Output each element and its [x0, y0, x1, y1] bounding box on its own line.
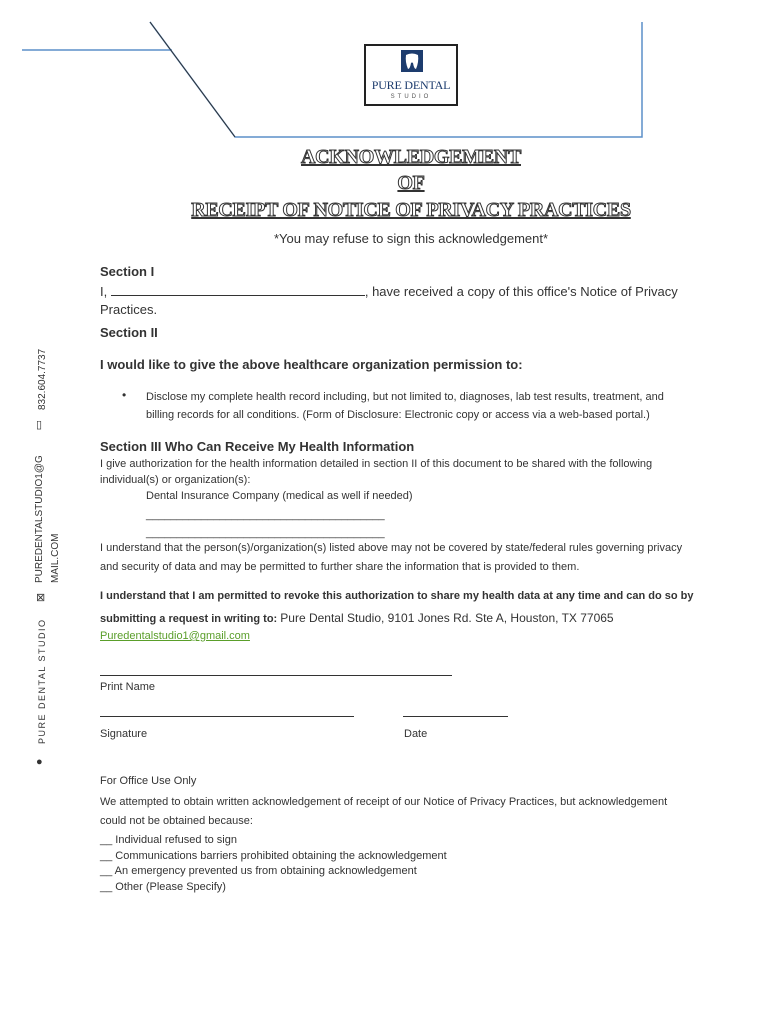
- office-option: __ Individual refused to sign: [100, 834, 237, 846]
- section-1-heading: Section I: [100, 264, 155, 279]
- logo-subtitle: STUDIO: [390, 94, 432, 100]
- bullet-line-2: billing records for all conditions. (Form of Disclosure: Electronic copy or access via a web-based portal.): [146, 409, 650, 421]
- attempt-line-1: We attempted to obtain written acknowledgement of receipt of our Notice of Privacy Practices, but acknowledgement: [100, 796, 668, 808]
- section-3-heading: Section III Who Can Receive My Health Information: [100, 439, 415, 454]
- name-blank-line[interactable]: [111, 295, 365, 296]
- date-line[interactable]: [403, 716, 508, 717]
- tooth-small-icon: ●: [36, 756, 43, 768]
- print-name-label: Print Name: [100, 681, 156, 693]
- email-icon: ⊠: [36, 592, 46, 604]
- logo: [364, 44, 458, 106]
- print-name-line[interactable]: [100, 675, 452, 676]
- office-option: __ Other (Please Specify): [100, 881, 226, 893]
- recipient-blank-1[interactable]: _______________________________________: [146, 509, 385, 521]
- date-label: Date: [404, 728, 428, 740]
- signature-label: Signature: [100, 728, 148, 740]
- sidebar-email-2: MAIL.COM: [50, 533, 61, 583]
- permission-statement: I would like to give the above healthcare organization permission to:: [100, 357, 523, 372]
- revoke-line-2-bold: submitting a request in writing to:: [100, 613, 281, 625]
- recipient: Dental Insurance Company (medical as well if needed): [146, 490, 413, 502]
- office-use-heading: For Office Use Only: [100, 775, 197, 787]
- title-line-1: ACKNOWLEDGEMENT: [301, 146, 521, 168]
- statement-suffix: , have received a copy of this office's Notice of Privacy: [364, 284, 678, 299]
- title-line-2: OF: [397, 172, 425, 194]
- logo-name: PURE DENTAL: [371, 78, 451, 92]
- office-option: __ An emergency prevented us from obtaining acknowledgement: [100, 865, 417, 877]
- statement-continuation: Practices.: [100, 302, 158, 317]
- tooth-icon: [401, 50, 423, 72]
- title-line-3: RECEIPT OF NOTICE OF PRIVACY PRACTICES: [191, 199, 631, 221]
- bullet-line-1: Disclose my complete health record including, but not limited to, diagnoses, lab test results, treatment, and: [146, 391, 664, 403]
- office-option: __ Communications barriers prohibited obtaining the acknowledgement: [100, 850, 447, 862]
- sidebar-studio-name: PURE DENTAL STUDIO: [37, 618, 47, 744]
- recipient-blank-2[interactable]: _______________________________________: [146, 527, 385, 539]
- email-link[interactable]: Puredentalstudio1@gmail.com: [100, 630, 250, 642]
- revoke-line-1: I understand that I am permitted to revoke this authorization to share my health data at any time and can do so by: [100, 590, 694, 602]
- attempt-line-2: could not be obtained because:: [100, 815, 253, 827]
- sidebar-email-1: PUREDENTALSTUDIO1@G: [34, 455, 45, 583]
- statement-prefix: I,: [100, 284, 111, 299]
- revoke-line-2: [100, 609, 614, 627]
- refuse-note: *You may refuse to sign this acknowledgement*: [273, 231, 549, 246]
- section-1-statement: [100, 284, 678, 299]
- authorization-line-1: I give authorization for the health information detailed in section II of this document to be shared with the following: [100, 458, 653, 470]
- bullet-icon: •: [122, 388, 127, 402]
- authorization-line-2: individual(s) or organization(s):: [100, 474, 251, 486]
- understand-line-1: I understand that the person(s)/organization(s) listed above may not be covered by state/federal rules governing privacy: [100, 542, 683, 554]
- phone-icon: ▯: [36, 419, 43, 431]
- sidebar-phone: 832.604.7737: [37, 348, 48, 410]
- section-2-heading: Section II: [100, 325, 158, 340]
- understand-line-2: and security of data and may be permitted to further share the information that is provided to them.: [100, 561, 580, 573]
- revoke-address: Pure Dental Studio, 9101 Jones Rd. Ste A, Houston, TX 77065: [280, 611, 614, 625]
- signature-line[interactable]: [100, 716, 354, 717]
